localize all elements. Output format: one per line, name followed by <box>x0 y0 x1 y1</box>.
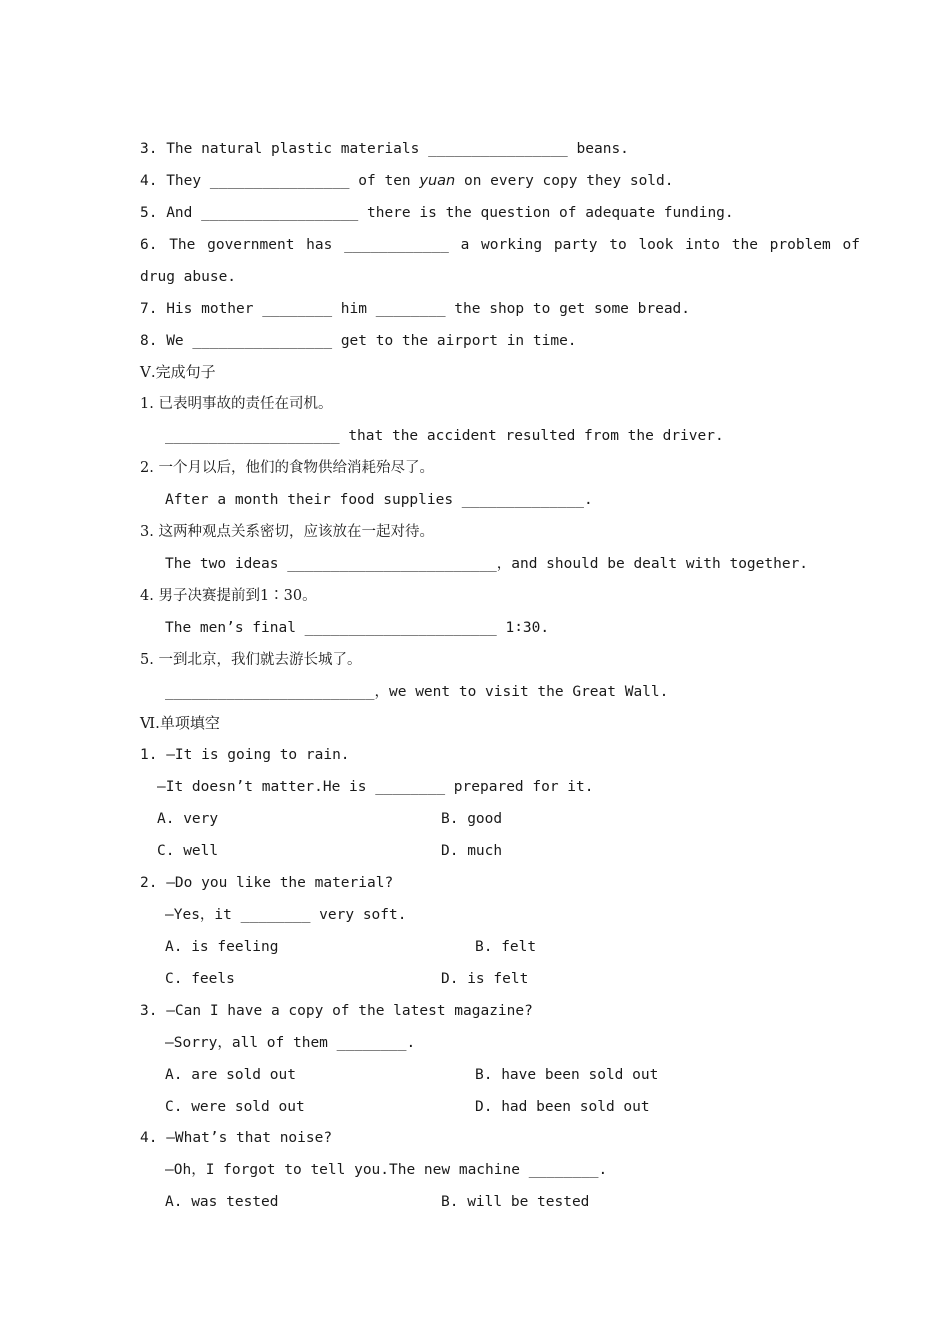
fill-item-6: 6. The government has ____________ a working party to look into the problem of <box>140 237 860 253</box>
fill-item-3: 3. The natural plastic materials ________________ beans. <box>140 141 629 157</box>
mc-option-1a: A. very <box>157 811 219 827</box>
mc-option-3c: C. were sold out <box>165 1099 305 1115</box>
mc-option-2c: C. feels <box>165 971 235 987</box>
fill-item-6-continued: drug abuse. <box>140 269 237 285</box>
fill-item-7: 7. His mother ________ him ________ the shop to get some bread. <box>140 301 691 317</box>
mc-option-1d: D. much <box>441 843 503 859</box>
fill-item-5: 5. And __________________ there is the question of adequate funding. <box>140 205 734 221</box>
mc-question-2: 2. —Do you like the material? <box>140 875 394 891</box>
mc-option-1c: C. well <box>157 843 219 859</box>
section-heading-v: Ⅴ.完成句子 <box>140 363 216 381</box>
complete-item-3-prompt: 3. 这两种观点关系密切，应该放在一起对待。 <box>140 524 434 540</box>
mc-option-4a: A. was tested <box>165 1194 279 1210</box>
mc-option-2a: A. is feeling <box>165 939 279 955</box>
complete-item-4-answer: The men’s final ______________________ 1∶30. <box>165 620 550 636</box>
section-heading-vi: Ⅵ.单项填空 <box>140 714 220 732</box>
complete-item-2-answer: After a month their food supplies ______________. <box>165 492 593 508</box>
mc-question-4: 4. —What’s that noise? <box>140 1130 333 1146</box>
mc-question-3: 3. —Can I have a copy of the latest magazine? <box>140 1003 533 1019</box>
complete-item-1-prompt: 1. 已表明事故的责任在司机。 <box>140 396 333 412</box>
mc-question-2-line2: —Yes，it ________ very soft. <box>165 907 407 923</box>
mc-option-2d: D. is felt <box>441 971 529 987</box>
mc-question-4-line2: —Oh，I forgot to tell you.The new machine ________. <box>165 1162 608 1178</box>
mc-option-3a: A. are sold out <box>165 1067 296 1083</box>
mc-question-3-line2: —Sorry，all of them ________. <box>165 1035 416 1051</box>
mc-option-4b: B. will be tested <box>441 1194 590 1210</box>
complete-item-4-prompt: 4. 男子决赛提前到1∶30。 <box>140 588 317 604</box>
complete-item-2-prompt: 2. 一个月以后，他们的食物供给消耗殆尽了。 <box>140 460 434 476</box>
fill-item-4: 4. They ________________ of ten yuan on every copy they sold. <box>140 173 674 189</box>
complete-item-1-answer: ____________________ that the accident resulted from the driver. <box>165 428 724 444</box>
complete-item-5-answer: ________________________，we went to visit the Great Wall. <box>165 684 669 700</box>
mc-option-3d: D. had been sold out <box>475 1099 650 1115</box>
mc-question-1: 1. —It is going to rain. <box>140 747 350 763</box>
mc-option-1b: B. good <box>441 811 503 827</box>
mc-option-3b: B. have been sold out <box>475 1067 659 1083</box>
mc-option-2b: B. felt <box>475 939 537 955</box>
complete-item-3-answer: The two ideas ________________________，and should be dealt with together. <box>165 556 809 572</box>
complete-item-5-prompt: 5. 一到北京，我们就去游长城了。 <box>140 652 362 668</box>
fill-item-8: 8. We ________________ get to the airport in time. <box>140 333 577 349</box>
mc-question-1-line2: —It doesn’t matter.He is ________ prepared for it. <box>157 779 594 795</box>
